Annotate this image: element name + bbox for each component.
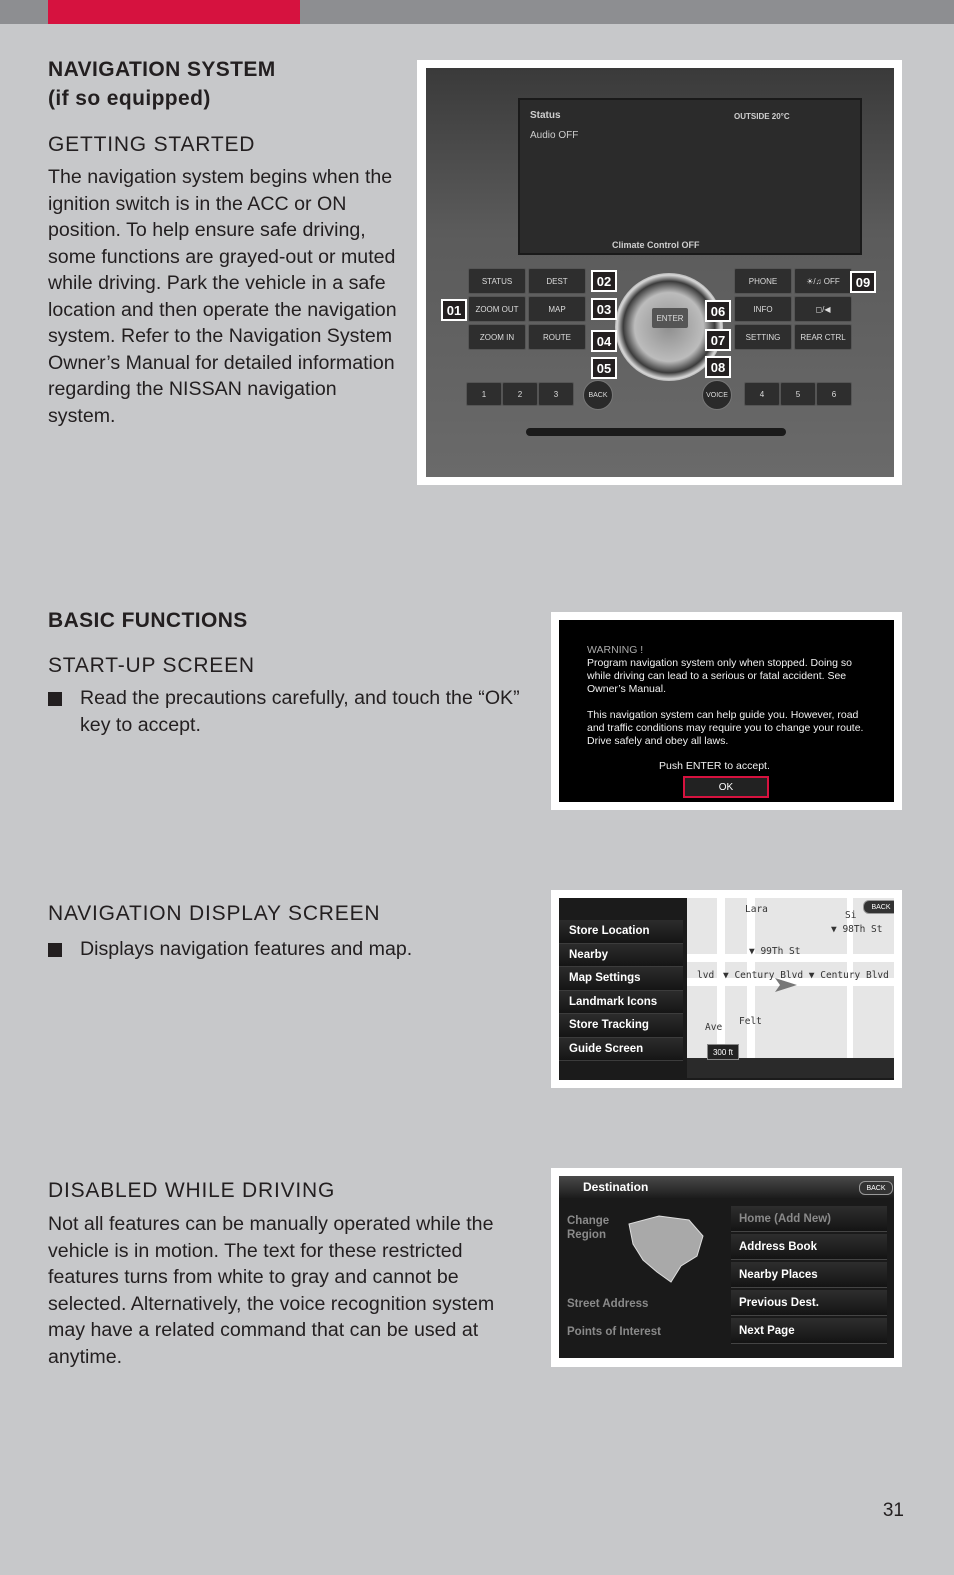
cd-slot	[526, 428, 786, 436]
info-button[interactable]: INFO	[734, 296, 792, 322]
dest-home-add-new: Home (Add New)	[731, 1206, 887, 1232]
callout-04: 04	[591, 330, 617, 352]
subtitle-navigation-display-screen: NAVIGATION DISPLAY SCREEN	[48, 902, 381, 925]
dest-next-page[interactable]: Next Page	[731, 1318, 887, 1344]
label-felt: Felt	[739, 1016, 762, 1027]
zoom-out-button[interactable]: ZOOM OUT	[468, 296, 526, 322]
map-screen-frame	[551, 890, 902, 1088]
warning-heading: WARNING !	[587, 644, 644, 656]
destination-title: Destination	[559, 1176, 894, 1198]
dest-change-region: Change Region	[567, 1215, 610, 1241]
callout-09: 09	[850, 271, 876, 293]
preset-3-button[interactable]: 3	[538, 382, 574, 406]
lcd-status: Status	[530, 110, 561, 121]
section-title-equipped: (if so equipped)	[48, 87, 211, 110]
subtitle-disabled-while-driving: DISABLED WHILE DRIVING	[48, 1179, 336, 1202]
warning-screen	[559, 620, 894, 802]
scale-indicator[interactable]: 300 ft	[707, 1044, 739, 1060]
console-lcd	[518, 98, 862, 255]
console-photo-frame	[417, 60, 902, 485]
back-button[interactable]: BACK	[583, 380, 613, 410]
callout-06: 06	[705, 300, 731, 322]
getting-started-body: The navigation system begins when the ignition switch is in the ACC or ON position. To help ensure safe driving, some functions are grayed-out or muted while driving. Park the vehicle in a safe location and then operate the navigation system. Refer to the Navigation System Owner’s Manual for detailed information regarding the NISSAN navigation system.	[48, 166, 397, 427]
dest-street-address: Street Address	[567, 1298, 649, 1310]
warning-push-enter: Push ENTER to accept.	[659, 760, 770, 772]
dest-address-book[interactable]: Address Book	[731, 1234, 887, 1260]
disabled-body: Not all features can be manually operated while the vehicle is in motion. The text for these restricted features turns from white to gray and cannot be selected. Alternatively, the voice recognition system may have a related command that can be used at anytime.	[48, 1213, 495, 1368]
preset-2-button[interactable]: 2	[502, 382, 538, 406]
dest-nearby-places[interactable]: Nearby Places	[731, 1262, 887, 1288]
enter-button[interactable]: ENTER	[652, 308, 688, 328]
red-accent-bar	[48, 0, 300, 24]
destination-screen	[559, 1176, 894, 1358]
route-button[interactable]: ROUTE	[528, 324, 586, 350]
map-button[interactable]: MAP	[528, 296, 586, 322]
page-number: 31	[882, 1500, 904, 1521]
rear-ctrl-button[interactable]: REAR CTRL	[794, 324, 852, 350]
label-lara: Lara	[745, 904, 768, 915]
callout-07: 07	[705, 329, 731, 351]
label-si: Si	[845, 910, 857, 921]
dest-button[interactable]: DEST	[528, 268, 586, 294]
menu-item-landmark-icons[interactable]: Landmark Icons	[559, 991, 683, 1015]
map-bottom-bar	[687, 1058, 894, 1078]
callout-05: 05	[591, 357, 617, 379]
map-area[interactable]	[687, 898, 894, 1078]
menu-item-nearby[interactable]: Nearby	[559, 944, 683, 968]
menu-item-store-location[interactable]: Store Location	[559, 920, 683, 944]
section-title-basic-functions: BASIC FUNCTIONS	[48, 609, 248, 632]
preset-6-button[interactable]: 6	[816, 382, 852, 406]
subtitle-getting-started: GETTING STARTED	[48, 133, 256, 156]
status-button[interactable]: STATUS	[468, 268, 526, 294]
phone-button[interactable]: PHONE	[734, 268, 792, 294]
north-america-map-icon	[619, 1210, 709, 1290]
label-98th: ▼ 98Th St	[831, 924, 883, 935]
label-99th: ▼ 99Th St	[749, 946, 801, 957]
top-bar	[0, 0, 954, 24]
lcd-climate: Climate Control OFF	[612, 240, 700, 250]
lcd-outside-temp: OUTSIDE 20°C	[734, 112, 790, 121]
destination-back-button[interactable]: BACK	[859, 1181, 893, 1195]
section-title-navigation-system: NAVIGATION SYSTEM	[48, 58, 276, 81]
setting-button[interactable]: SETTING	[734, 324, 792, 350]
vehicle-position-icon	[775, 976, 797, 994]
ok-button[interactable]: OK	[683, 776, 769, 798]
label-century: ▼ Century Blvd ▼ Century Blvd	[723, 970, 889, 981]
start-up-bullet-text: Read the precautions carefully, and touch the “OK” key to accept.	[80, 687, 520, 736]
dest-points-of-interest: Points of Interest	[567, 1326, 661, 1338]
callout-08: 08	[705, 356, 731, 378]
callout-01: 01	[441, 299, 467, 321]
screen-button[interactable]: ◻/◀	[794, 296, 852, 322]
voice-button[interactable]: VOICE	[702, 380, 732, 410]
dest-previous-dest[interactable]: Previous Dest.	[731, 1290, 887, 1316]
map-back-button[interactable]: BACK	[863, 900, 894, 914]
callout-02: 02	[591, 270, 617, 292]
map-screen	[559, 898, 894, 1080]
zoom-in-button[interactable]: ZOOM IN	[468, 324, 526, 350]
map-side-menu	[559, 920, 683, 1061]
preset-4-button[interactable]: 4	[744, 382, 780, 406]
bullet-square-icon	[48, 692, 62, 706]
warning-text	[587, 644, 877, 773]
warning-screen-frame	[551, 612, 902, 810]
bullet-square-icon	[48, 943, 62, 957]
destination-screen-frame	[551, 1168, 902, 1367]
subtitle-start-up-screen: START-UP SCREEN	[48, 654, 255, 677]
preset-1-button[interactable]: 1	[466, 382, 502, 406]
menu-item-map-settings[interactable]: Map Settings	[559, 967, 683, 991]
callout-03: 03	[591, 298, 617, 320]
menu-item-guide-screen[interactable]: Guide Screen	[559, 1038, 683, 1062]
preset-5-button[interactable]: 5	[780, 382, 816, 406]
warning-para-2: This navigation system can help guide you. However, road and traffic conditions may require you to change your route. Drive safely and obey all laws.	[587, 709, 864, 747]
nav-console-photo	[426, 68, 894, 477]
lcd-audio: Audio OFF	[530, 130, 579, 141]
warning-para-1: Program navigation system only when stopped. Doing so while driving can lead to a serious or fatal accident. See Owner’s Manual.	[587, 657, 852, 695]
label-lvd: lvd	[697, 970, 715, 981]
menu-item-store-tracking[interactable]: Store Tracking	[559, 1014, 683, 1038]
label-ave: Ave	[705, 1022, 723, 1033]
audio-off-button[interactable]: ☀/♫ OFF	[794, 268, 852, 294]
display-bullet-text: Displays navigation features and map.	[80, 938, 413, 960]
